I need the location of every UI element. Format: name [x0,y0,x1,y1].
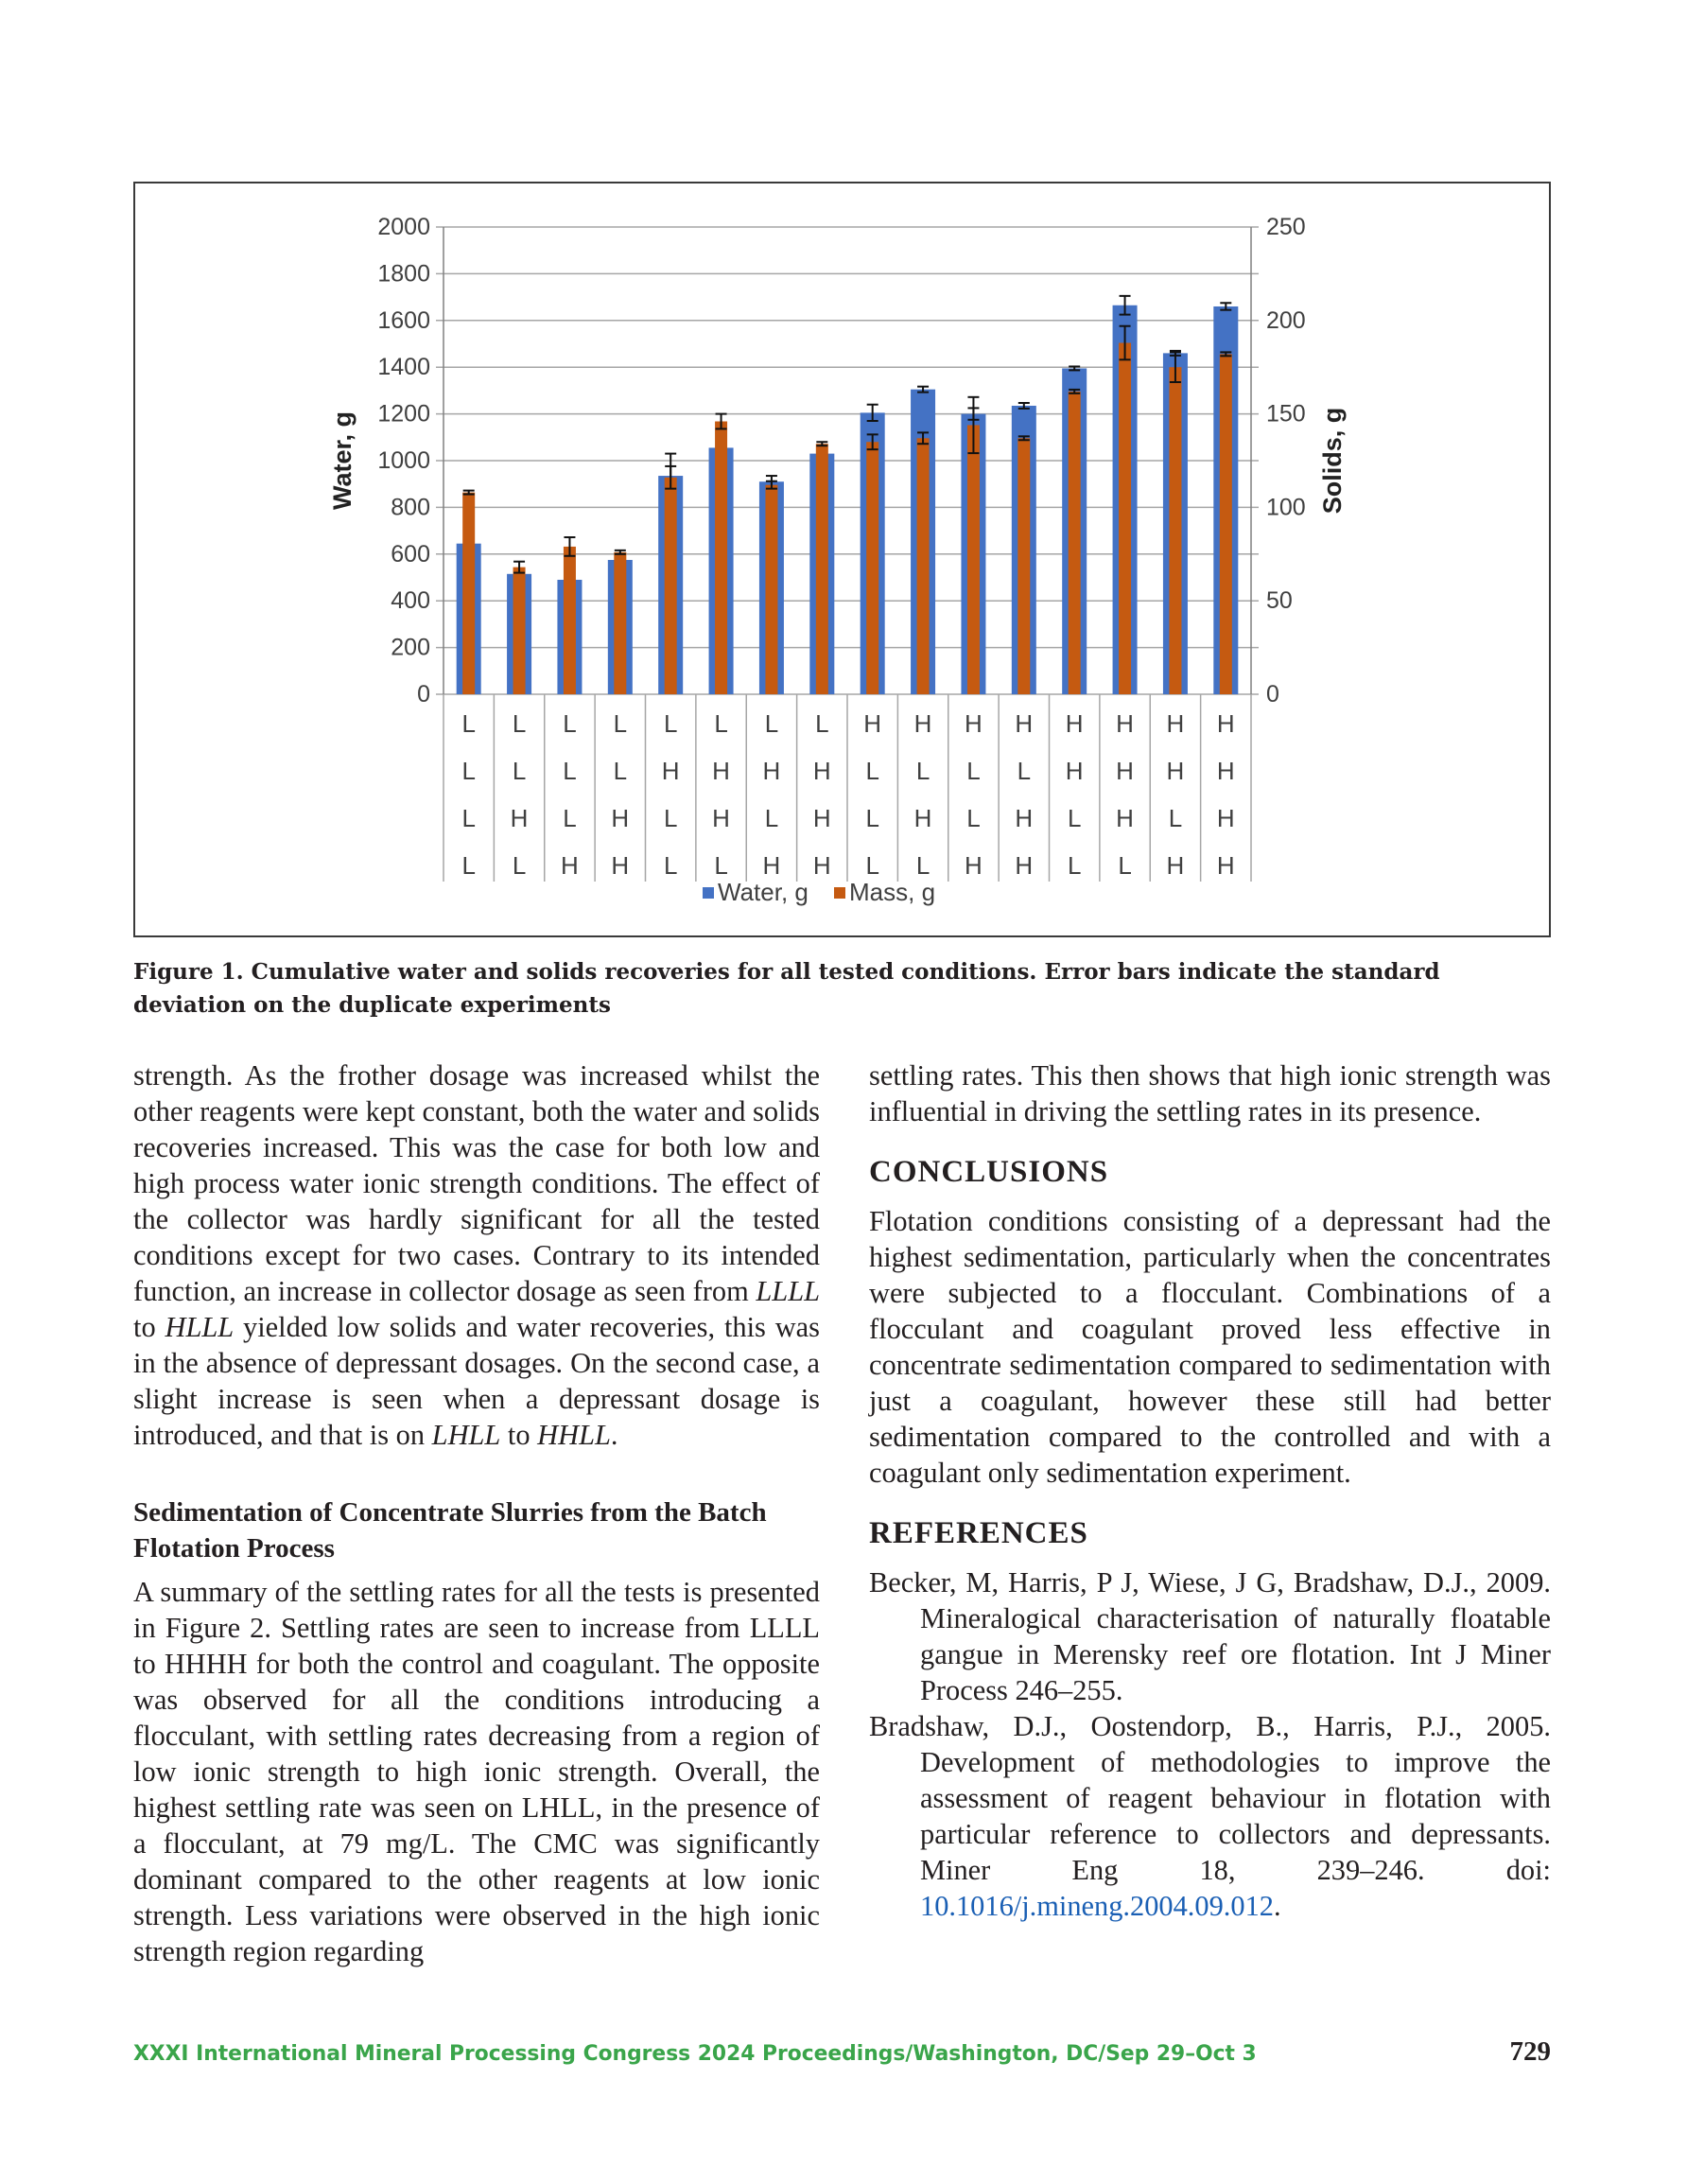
y-left-tick-label: 1800 [377,260,430,288]
legend-label-water: Water, g [718,878,809,906]
category-label: H [1216,804,1235,832]
section-heading-sedimentation: Sedimentation of Concentrate Slurries from the Batch Flotation Process [133,1497,767,1564]
category-label: L [613,709,628,738]
mass-bar [1220,354,1232,694]
mass-bar [1169,367,1181,694]
category-label: L [1067,851,1082,880]
category-label: L [563,757,577,785]
category-label: L [865,757,879,785]
category-label: L [1118,851,1132,880]
doi-link[interactable]: 10.1016/j.mineng.2004.09.012 [920,1890,1274,1922]
footer-proceedings: XXXI International Mineral Processing Congress 2024 Proceedings/Washington, DC/Sep 29–Oct 3 [133,2042,1257,2066]
category-label: L [563,709,577,738]
mass-bar [765,485,777,694]
category-label: H [1166,709,1185,738]
y-left-tick-label: 800 [391,494,430,521]
conclusions-heading: CONCLUSIONS [869,1155,1109,1189]
category-label: L [663,804,678,832]
category-label: H [712,757,730,785]
category-label: L [613,757,628,785]
y-left-tick-label: 600 [391,540,430,568]
category-label: H [1065,709,1084,738]
reference-bradshaw: Bradshaw, D.J., Oostendorp, B., Harris, P.J., 2005. Development of methodologies to improve the assessment of reagent behaviour in flotation with particular reference to collectors and depressants. Miner Eng 18, 239–246. doi: 10.1016/j.mineng.2004.09.012. [869,1710,1551,1922]
left-column [133,1057,820,1969]
y-right-tick-label: 50 [1266,587,1293,615]
y-right-tick-label: 200 [1266,306,1306,334]
category-label: H [1065,757,1084,785]
legend-swatch-mass [834,887,845,899]
category-label: H [1216,851,1235,880]
category-label: L [1168,804,1183,832]
category-label: L [915,757,930,785]
mass-bar [715,422,727,694]
category-label: L [1067,804,1082,832]
mass-bar [816,444,828,694]
mass-bar [513,568,526,694]
page-number: 729 [1509,2036,1551,2067]
category-label: L [966,757,981,785]
y-left-tick-label: 200 [391,634,430,661]
y-left-axis-title: Water, g [328,411,357,511]
category-label: L [563,804,577,832]
y-left-tick-label: 1000 [377,447,430,474]
y-right-axis-title: Solids, g [1318,407,1347,515]
legend-swatch-water [703,887,714,899]
category-label: L [915,851,930,880]
mass-bar [1017,438,1030,694]
category-label: L [764,804,779,832]
category-label: H [611,804,630,832]
references-heading: REFERENCES [869,1516,1088,1550]
y-right-tick-label: 0 [1266,681,1279,708]
y-left-tick-label: 400 [391,587,430,615]
category-label: L [461,851,476,880]
category-label: H [712,804,730,832]
chart [135,183,1549,935]
category-label: H [913,709,932,738]
mass-bar [614,552,626,694]
category-label: L [461,709,476,738]
category-label: L [512,709,527,738]
mass-bar [917,438,930,694]
category-label: H [863,709,882,738]
mass-bar [665,478,677,694]
category-label: H [1015,709,1034,738]
mass-bar [564,547,576,694]
paragraph-settling-summary: A summary of the settling rates for all the tests is presented in Figure 2. Settling rates are seen to increase from LLLL to HHHH for both the control and coagulant. The opposite was observed for all the conditions introducing a flocculant, with settling rates decreasing from a region of low ionic strength to high ionic strength. Overall, the highest settling rate was seen on LHLL, in the presence of a flocculant, at 79 mg/L. The CMC was significantly dominant compared to the other reagents at low ionic strength. Less variations were observed in the high ionic strength region regarding [133,1576,820,1967]
legend-label-mass: Mass, g [849,878,936,906]
mass-bar [967,425,980,694]
category-label: H [812,757,831,785]
category-label: H [1216,709,1235,738]
reference-becker: Becker, M, Harris, P J, Wiese, J G, Bradshaw, D.J., 2009. Mineralogical characterisation of naturally floatable gangue in Merensky reef ore flotation. Int J Miner Process 246–255. [869,1566,1551,1706]
category-label: H [1166,851,1185,880]
y-right-tick-label: 100 [1266,494,1306,521]
figure-frame [133,182,1551,937]
y-left-tick-label: 1600 [377,306,430,334]
category-label: H [762,851,781,880]
y-left-tick-label: 0 [417,681,430,708]
category-label: H [561,851,579,880]
category-label: H [965,709,983,738]
category-label: L [512,757,527,785]
category-label: L [663,851,678,880]
category-label: L [461,804,476,832]
figure-caption: Figure 1. Cumulative water and solids recoveries for all tested conditions. Error bars indicate the standard deviation on the duplicate experiments [133,959,1440,1018]
y-left-tick-label: 1200 [377,400,430,428]
category-label: L [966,804,981,832]
category-label: H [661,757,680,785]
category-label: H [1116,804,1134,832]
mass-bar [866,442,878,694]
category-label: H [762,757,781,785]
category-label: H [611,851,630,880]
mass-bar [1069,392,1081,694]
category-label: H [965,851,983,880]
paragraph-recoveries: strength. As the frother dosage was increased whilst the other reagents were kept constant, both the water and solids recoveries increased. This was the case for both low and high process water ionic strength conditions. The effect of the collector was hardly significant for all the tested conditions except for two cases. Contrary to its intended function, an increase in collector dosage as seen from LLLL to HLLL yielded low solids and water recoveries, this was in the absence of depressant dosages. On the second case, a slight increase is seen when a depressant dosage is introduced, and that is on LHLL to HHLL. [133,1059,820,1451]
category-label: H [812,851,831,880]
category-label: L [865,804,879,832]
mass-bar [462,493,475,694]
conclusions-paragraph: Flotation conditions consisting of a depressant had the highest sedimentation, particularly when the concentrates were subjected to a flocculant. Combinations of a flocculant and coagulant proved less effective in concentrate sedimentation compared to sedimentation with just a coagulant, however these still had better sedimentation compared to the controlled and with a coagulant only sedimentation experiment. [869,1205,1551,1489]
category-label: L [1017,757,1032,785]
y-left-tick-label: 2000 [377,214,430,240]
category-label: H [1216,757,1235,785]
category-label: L [815,709,829,738]
category-label: H [1166,757,1185,785]
category-label: L [764,709,779,738]
category-label: L [512,851,527,880]
category-label: H [1015,851,1034,880]
category-label: H [1015,804,1034,832]
category-label: L [461,757,476,785]
category-label: H [913,804,932,832]
category-label: L [714,709,728,738]
category-label: H [1116,709,1134,738]
y-right-tick-label: 150 [1266,400,1306,428]
category-label: H [1116,757,1134,785]
category-label: L [663,709,678,738]
category-label: L [714,851,728,880]
y-left-tick-label: 1400 [377,354,430,381]
category-label: L [865,851,879,880]
right-column [869,1057,1551,1924]
paragraph-settling-rates: settling rates. This then shows that high ionic strength was influential in driving the settling rates in its presence. [869,1059,1551,1127]
y-right-tick-label: 250 [1266,214,1306,240]
category-label: H [510,804,529,832]
category-label: H [812,804,831,832]
mass-bar [1119,343,1131,694]
